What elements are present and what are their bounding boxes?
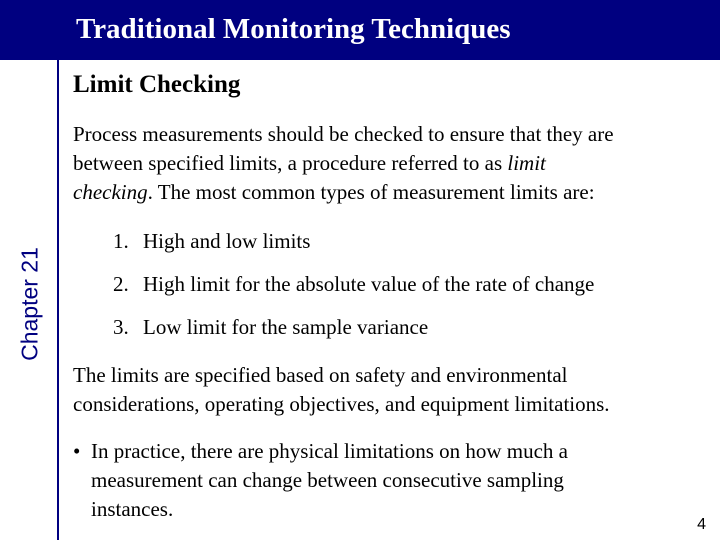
intro-line-3: [73, 178, 703, 207]
page-number: 4: [697, 516, 706, 533]
intro-line-2-text: between specified limits, a procedure referred to as: [73, 151, 508, 175]
intro-line-1: Process measurements should be checked to ensure that they are: [73, 122, 614, 146]
side-divider: [57, 60, 59, 540]
closing-line-2: considerations, operating objectives, and equipment limitations.: [73, 392, 610, 416]
bullet-icon: •: [73, 439, 81, 463]
bullet-text: [91, 437, 568, 524]
closing-line-1: The limits are specified based on safety and environmental: [73, 363, 568, 387]
bullet-line-1: In practice, there are physical limitations on how much a: [91, 439, 569, 463]
list-item: [113, 272, 713, 297]
bullet-line-3: instances.: [91, 497, 174, 521]
intro-line-3-text: . The most common types of measurement limits are:: [147, 180, 595, 204]
list-item-number: 2.: [113, 272, 129, 296]
section-heading: Limit Checking: [73, 71, 241, 98]
list-item: [113, 315, 713, 340]
list-item-number: 3.: [113, 315, 129, 339]
list-item-number: 1.: [113, 229, 129, 253]
list-item-text: High limit for the absolute value of the rate of change: [143, 272, 595, 296]
slide-title: Traditional Monitoring Techniques: [76, 13, 511, 45]
closing-paragraph: [73, 361, 703, 419]
intro-line-2: [73, 149, 703, 178]
chapter-label: Chapter 21: [16, 247, 43, 361]
intro-italic-limit: limit: [507, 151, 546, 175]
title-bar: [0, 0, 720, 60]
list-item-text: High and low limits: [143, 229, 311, 253]
intro-paragraph: [73, 120, 703, 207]
list-item-text: Low limit for the sample variance: [143, 315, 429, 339]
intro-italic-checking: checking: [73, 180, 148, 204]
side-bar: [0, 60, 57, 540]
list-item: [113, 229, 713, 254]
bullet-line-2: measurement can change between consecutive sampling: [91, 468, 564, 492]
